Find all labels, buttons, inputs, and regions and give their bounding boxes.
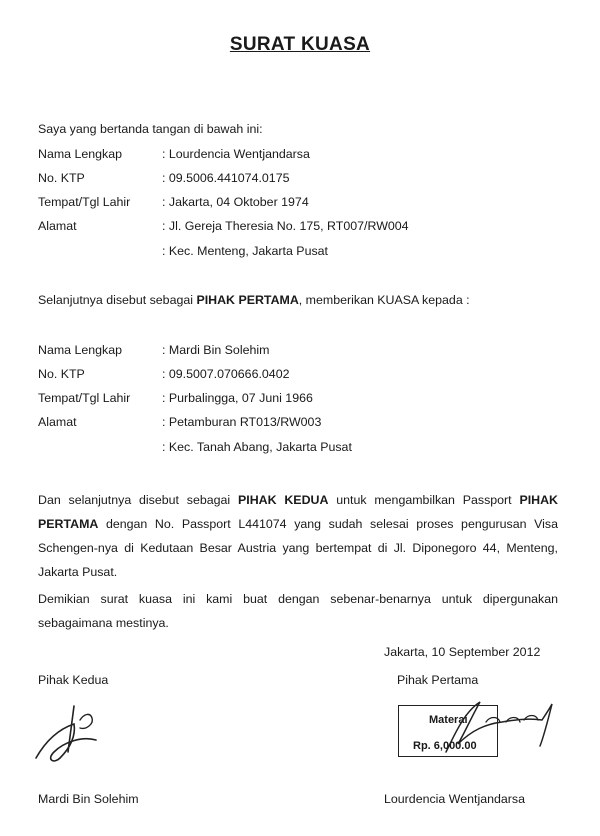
identity-row xyxy=(38,195,568,213)
field-label: Alamat xyxy=(38,219,77,233)
identity-row xyxy=(38,367,568,385)
field-value: : Purbalingga, 07 Juni 1966 xyxy=(162,391,313,405)
materai-label: Materai xyxy=(429,714,468,726)
identity-row xyxy=(38,391,568,409)
transition-pre: Selanjutnya disebut sebagai xyxy=(38,293,197,307)
pihak-kedua-name: Mardi Bin Solehim xyxy=(38,792,139,806)
field-label: Tempat/Tgl Lahir xyxy=(38,195,131,209)
identity-row xyxy=(38,343,568,361)
identity-row xyxy=(38,244,568,262)
document-title: SURAT KUASA xyxy=(229,34,371,55)
materai-value: Rp. 6,000.00 xyxy=(413,740,477,752)
transition-bold: PIHAK PERTAMA xyxy=(196,293,299,307)
pihak-pertama-label: Pihak Pertama xyxy=(397,673,479,687)
field-label: No. KTP xyxy=(38,171,85,185)
intro-text: Saya yang bertanda tangan di bawah ini: xyxy=(38,122,263,136)
body-paragraph xyxy=(38,488,558,584)
field-value: : 09.5007.070666.0402 xyxy=(162,367,290,381)
transition-post: , memberikan KUASA kepada : xyxy=(298,293,470,307)
field-value: : Kec. Menteng, Jakarta Pusat xyxy=(162,244,328,258)
identity-row xyxy=(38,415,568,433)
field-label: No. KTP xyxy=(38,367,85,381)
field-value: : Mardi Bin Solehim xyxy=(162,343,270,357)
left-signature-icon xyxy=(30,700,110,770)
body-text: untuk mengambilkan Passport xyxy=(328,493,520,507)
field-value: : Lourdencia Wentjandarsa xyxy=(162,147,310,161)
body-bold: PIHAK PERTAMA xyxy=(38,493,558,531)
field-value: : 09.5006.441074.0175 xyxy=(162,171,290,185)
body-bold: PIHAK KEDUA xyxy=(238,493,329,507)
field-label: Tempat/Tgl Lahir xyxy=(38,391,131,405)
closing-paragraph: Demikian surat kuasa ini kami buat dengan sebenar-benarnya untuk dipergunakan sebagaimana mestinya. xyxy=(38,592,558,630)
right-signature-icon xyxy=(428,690,568,760)
transition-text xyxy=(38,293,470,308)
field-value: : Kec. Tanah Abang, Jakarta Pusat xyxy=(162,440,352,454)
field-label: Nama Lengkap xyxy=(38,343,123,357)
place-date: Jakarta, 10 September 2012 xyxy=(384,645,541,659)
identity-row xyxy=(38,219,568,237)
identity-row xyxy=(38,171,568,189)
identity-row xyxy=(38,147,568,165)
identity-row xyxy=(38,440,568,458)
field-value: : Petamburan RT013/RW003 xyxy=(162,415,322,429)
body-text: Dan selanjutnya disebut sebagai xyxy=(38,493,238,507)
pihak-kedua-label: Pihak Kedua xyxy=(38,673,109,687)
field-label: Nama Lengkap xyxy=(38,147,123,161)
body-text: dengan No. Passport L441074 yang sudah selesai proses pengurusan Visa Schengen-nya di Kedutaan Besar Austria yang bertempat di Jl. Diponegoro 44, Menteng, Jakarta Pusat. xyxy=(38,517,558,579)
field-value: : Jakarta, 04 Oktober 1974 xyxy=(162,195,309,209)
pihak-pertama-name: Lourdencia Wentjandarsa xyxy=(384,792,525,806)
field-label: Alamat xyxy=(38,415,77,429)
field-value: : Jl. Gereja Theresia No. 175, RT007/RW004 xyxy=(162,219,409,233)
